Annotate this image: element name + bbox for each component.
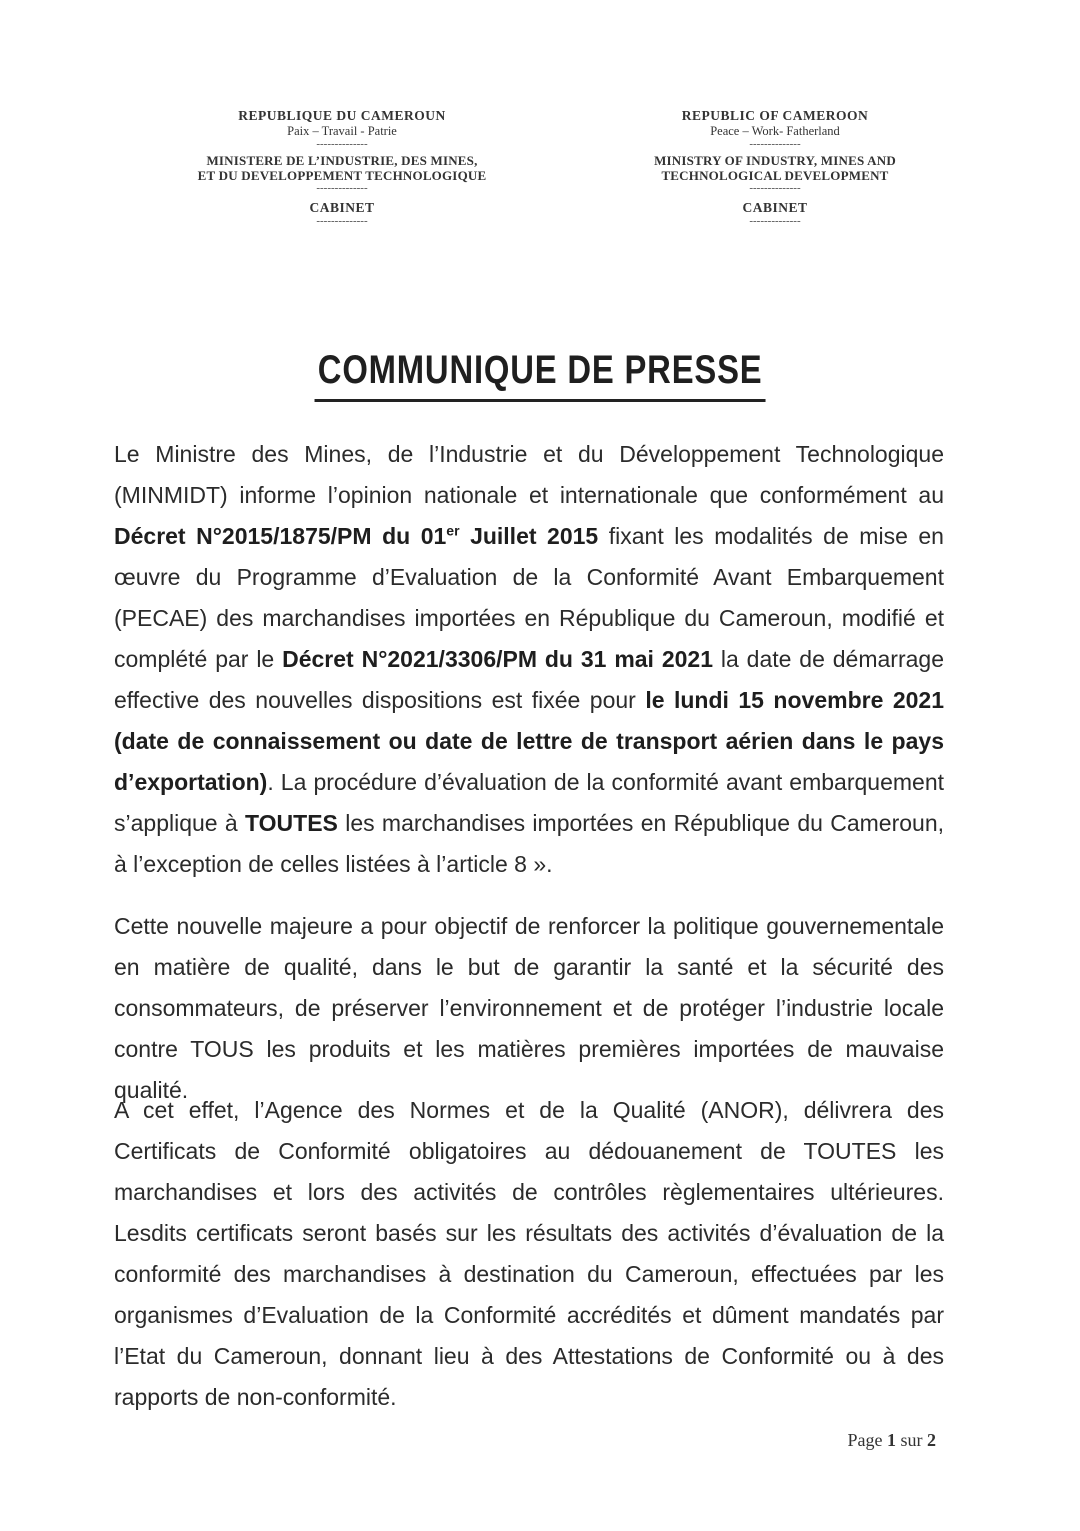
header-motto-en: Peace – Work- Fatherland (710, 124, 840, 138)
header-divider: -------------- (749, 138, 801, 150)
all-goods-emphasis: TOUTES (245, 810, 338, 836)
decree-2015-number: Décret N°2015/1875/PM du 01 (114, 523, 447, 549)
decree-2021-reference: Décret N°2021/3306/PM du 31 mai 2021 (282, 646, 713, 672)
paragraph-1-text-4: . La procédure d’évaluation de la conformité avant embarquement s’applique à (114, 769, 944, 836)
header-ministry-en-line2: TECHNOLOGICAL DEVELOPMENT (661, 168, 889, 183)
decree-2015-date-end: Juillet 2015 (459, 523, 599, 549)
header-divider: -------------- (316, 138, 368, 150)
paragraph-3: A cet effet, l’Agence des Normes et de la Qualité (ANOR), délivrera des Certificats de Conformité obligatoires au dédouanement de TOUTES les marchandises et lors des activités de contrôles règlementaires ultérieures. Lesdits certificats seront basés sur les résultats des activités d’évaluation de la conformité des marchandises à destination du Cameroun, effectuées par les organismes d’Evaluation de la Conformité accrédités et dûment mandatés par l’Etat du Cameroun, donnant lieu à des Attestations de Conformité ou à des rapports de non-conformité. (114, 1097, 944, 1410)
header-country-fr: REPUBLIQUE DU CAMEROUN (238, 108, 446, 123)
decree-2015-reference (114, 523, 598, 549)
header-ministry-fr-line2: ET DU DEVELOPPEMENT TECHNOLOGIQUE (197, 168, 487, 183)
paragraph-1-text-5: les marchandises importées en République du Cameroun, à l’exception de celles listées à l’article 8 ». (114, 810, 944, 877)
paragraph-1-text-3: la date de démarrage effective des nouvelles dispositions est fixée pour (114, 646, 944, 713)
header-motto-fr: Paix – Travail - Patrie (287, 124, 397, 138)
decree-2015-superscript: er (446, 522, 460, 539)
header-ministry-en-line1: MINISTRY OF INDUSTRY, MINES AND (654, 153, 896, 168)
header-cabinet-fr: CABINET (309, 200, 375, 215)
header-cabinet-en: CABINET (742, 200, 808, 215)
page-label: Page (847, 1430, 883, 1450)
paragraph-2: Cette nouvelle majeure a pour objectif de renforcer la politique gouvernementale en matière de qualité, dans le but de garantir la santé et la sécurité des consommateurs, de préserver l’environnement et de protéger l’industrie locale contre TOUS les produits et les matières premières importées de mauvaise qualité. (114, 913, 944, 1103)
header-ministry-fr-line1: MINISTERE DE L’INDUSTRIE, DES MINES, (206, 153, 478, 168)
header-country-en: REPUBLIC OF CAMEROON (681, 108, 869, 123)
header-french (172, 108, 512, 226)
paragraph-1-text-1: Le Ministre des Mines, de l’Industrie et du Développement Technologique (MINMIDT) informe l’opinion nationale et internationale que conformément au (114, 441, 944, 508)
page-current: 1 (887, 1430, 896, 1450)
header-divider: -------------- (749, 215, 801, 227)
header-english (605, 108, 945, 226)
page-separator: sur (900, 1430, 923, 1450)
header-divider: -------------- (749, 182, 801, 194)
start-date-emphasis: le lundi 15 novembre 2021 (date de connaissement ou date de lettre de transport aérien dans le pays d’exportation) (114, 687, 944, 795)
header-divider: -------------- (316, 215, 368, 227)
page-number (848, 1430, 937, 1451)
paragraph-1-text-2: fixant les modalités de mise en œuvre du Programme d’Evaluation de la Conformité Avant Embarquement (PECAE) des marchandises importées en République du Cameroun, modifié et complété par le (114, 523, 944, 672)
paragraph-1 (114, 434, 944, 885)
page-total: 2 (927, 1430, 936, 1450)
document-title (0, 348, 1080, 402)
header-divider: -------------- (316, 182, 368, 194)
document-title-text: COMMUNIQUE DE PRESSE (314, 348, 765, 402)
